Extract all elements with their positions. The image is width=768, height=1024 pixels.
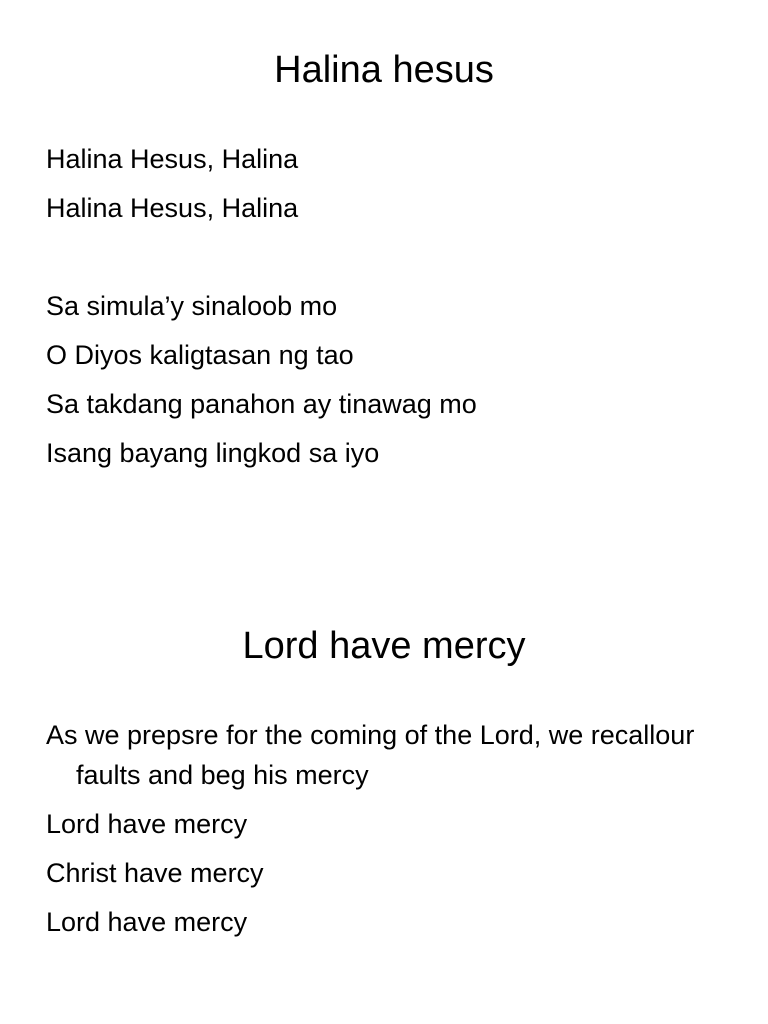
lyric-line: Halina Hesus, Halina xyxy=(46,193,299,223)
lyric-line: Isang bayang lingkod sa iyo xyxy=(46,438,380,468)
intro-text: As we prepsre for the coming of the Lord, we recallour faults and beg his mercy xyxy=(46,720,695,790)
lyric-line: Christ have mercy xyxy=(46,858,264,888)
lyric-line: Sa takdang panahon ay tinawag mo xyxy=(46,389,477,419)
lyric-line: Sa simula’y sinaloob mo xyxy=(46,291,338,321)
lyric-line: Lord have mercy xyxy=(46,907,248,937)
slide-lord-have-mercy xyxy=(0,576,768,1024)
lyrics-body xyxy=(46,135,728,478)
lyrics-body xyxy=(46,711,728,947)
slide-title: Lord have mercy xyxy=(242,625,526,667)
lyric-spacer xyxy=(46,233,728,282)
lyric-line: O Diyos kaligtasan ng tao xyxy=(46,340,354,370)
slide-title: Halina hesus xyxy=(274,49,494,91)
lyric-line: Halina Hesus, Halina xyxy=(46,144,299,174)
lyric-line: Lord have mercy xyxy=(46,809,248,839)
